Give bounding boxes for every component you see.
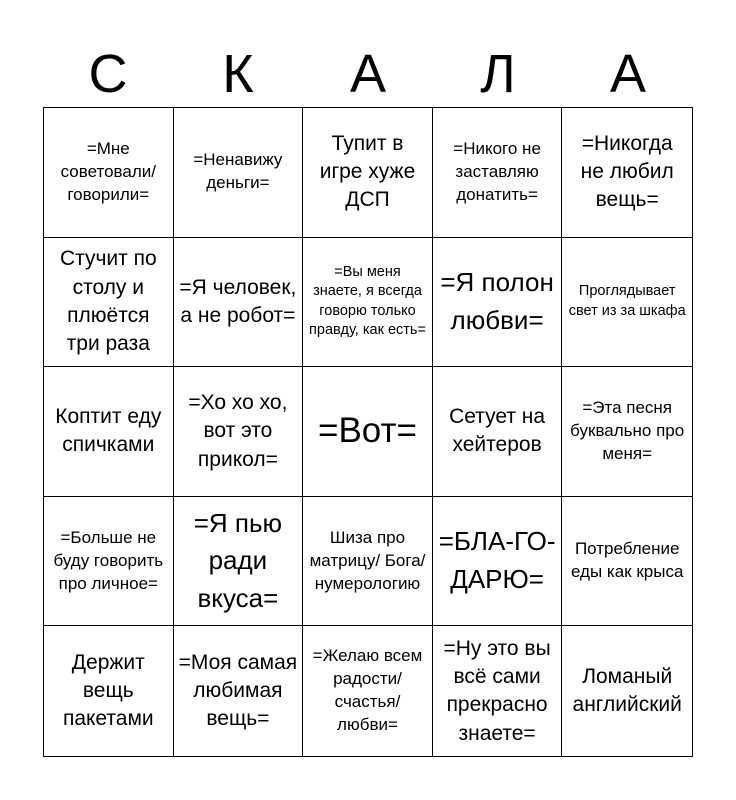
cell-text: Проглядывает свет из за шкафа xyxy=(568,283,686,319)
cell-text: =Ну это вы всё сами прекрасно знаете= xyxy=(443,636,551,745)
cell-text: =Желаю всем радости/ счастья/ любви= xyxy=(312,646,423,735)
cell-text: Потребление еды как крыса xyxy=(570,539,684,582)
cell-text: =Больше не буду говорить про личное= xyxy=(53,527,164,593)
bingo-cell-free[interactable] xyxy=(303,367,433,497)
bingo-cell[interactable] xyxy=(562,238,692,368)
cell-text: =Ненавижу деньги= xyxy=(193,150,283,193)
header-letter-a2: А xyxy=(609,44,647,104)
bingo-cell[interactable] xyxy=(433,367,563,497)
cell-text: =Хо хо хо, вот это прикол= xyxy=(188,390,288,471)
cell-text: Тупит в игре хуже ДСП xyxy=(319,131,416,212)
header-letter-k: К xyxy=(222,44,254,104)
bingo-cell[interactable] xyxy=(174,497,304,627)
header-letter-s: С xyxy=(88,44,128,104)
cell-text: Держит вещь пакетами xyxy=(62,650,154,731)
cell-text: =Никогда не любил вещь= xyxy=(580,131,674,212)
header-letter-l: Л xyxy=(480,44,516,104)
cell-text: =БЛА-ГО-ДАРЮ= xyxy=(438,526,556,595)
bingo-cell[interactable] xyxy=(174,367,304,497)
cell-text: Стучит по столу и плюётся три раза xyxy=(59,247,157,356)
bingo-cell[interactable] xyxy=(562,626,692,756)
bingo-cell[interactable] xyxy=(562,108,692,238)
bingo-cell[interactable] xyxy=(433,626,563,756)
cell-text: =Вот= xyxy=(318,411,417,451)
bingo-board xyxy=(43,107,693,757)
cell-text: Ломаный английский xyxy=(572,664,682,717)
header-letter-a: А xyxy=(349,44,387,104)
cell-text: Шиза про матрицу/ Бога/ нумерологию xyxy=(309,527,426,593)
cell-text: =Я полон любви= xyxy=(440,267,554,335)
bingo-cell[interactable] xyxy=(433,497,563,627)
bingo-cell[interactable] xyxy=(174,626,304,756)
bingo-cell[interactable] xyxy=(303,238,433,368)
cell-text: =Мне советовали/ говорили= xyxy=(60,138,156,204)
cell-text: =Моя самая любимая вещь= xyxy=(178,650,298,731)
bingo-cell[interactable] xyxy=(562,497,692,627)
bingo-cell[interactable] xyxy=(562,367,692,497)
bingo-header xyxy=(43,40,693,108)
cell-text: =Я человек, а не робот= xyxy=(179,275,297,327)
bingo-cell[interactable] xyxy=(44,108,174,238)
bingo-cell[interactable] xyxy=(44,367,174,497)
cell-text: Коптит еду спичками xyxy=(55,405,162,457)
bingo-cell[interactable] xyxy=(174,238,304,368)
bingo-cell[interactable] xyxy=(303,497,433,627)
bingo-cell[interactable] xyxy=(433,108,563,238)
bingo-cell[interactable] xyxy=(303,626,433,756)
bingo-cell[interactable] xyxy=(174,108,304,238)
cell-text: =Я пью ради вкуса= xyxy=(193,507,283,613)
bingo-cell[interactable] xyxy=(44,497,174,627)
cell-text: Сетует на хейтеров xyxy=(449,405,546,457)
bingo-cell[interactable] xyxy=(303,108,433,238)
cell-text: =Никого не заставляю донатить= xyxy=(453,138,541,204)
cell-text: =Вы меня знаете, я всегда говорю только правду, как есть= xyxy=(309,263,426,339)
bingo-cell[interactable] xyxy=(433,238,563,368)
bingo-cell[interactable] xyxy=(44,238,174,368)
bingo-cell[interactable] xyxy=(44,626,174,756)
cell-text: =Эта песня буквально про меня= xyxy=(570,398,685,463)
